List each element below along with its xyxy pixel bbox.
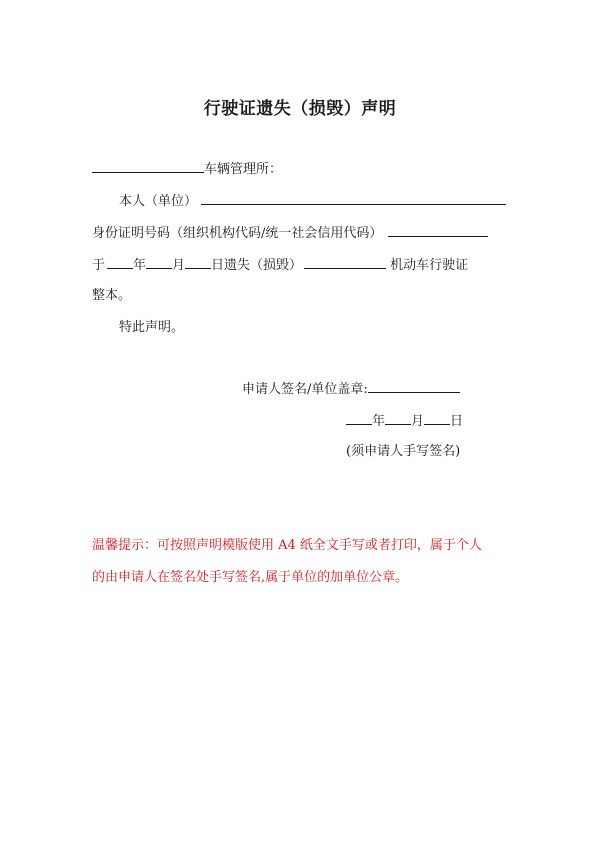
loss-date-line bbox=[92, 254, 468, 276]
sign-year-blank[interactable] bbox=[346, 410, 372, 425]
sign-month-blank[interactable] bbox=[385, 410, 411, 425]
loss-day-label: 日遗失（损毁） bbox=[211, 258, 303, 273]
loss-count-blank[interactable] bbox=[304, 254, 386, 269]
signature-note: (须申请人手写签名) bbox=[346, 444, 461, 459]
addressee-suffix: 车辆管理所： bbox=[204, 162, 283, 177]
loss-day-blank[interactable] bbox=[185, 254, 211, 269]
sign-day-blank[interactable] bbox=[424, 410, 450, 425]
tip-line-2: 的由申请人在签名处手写签名,属于单位的加单位公章。 bbox=[92, 570, 409, 585]
id-number-blank[interactable] bbox=[388, 222, 488, 237]
tip-line-1: 温馨提示：可按照声明模版使用 A4 纸全文手写或者打印，属于个人 bbox=[92, 538, 482, 553]
applicant-line bbox=[119, 190, 506, 212]
id-number-line bbox=[92, 222, 488, 244]
signature-date-line bbox=[346, 410, 463, 432]
applicant-label: 本人（单位） bbox=[119, 194, 198, 209]
signature-blank[interactable] bbox=[368, 378, 460, 393]
loss-prefix: 于 bbox=[92, 258, 106, 273]
signature-label: 申请人签名/单位盖章: bbox=[242, 382, 368, 397]
loss-suffix: 机动车行驶证 bbox=[390, 258, 469, 273]
applicant-blank[interactable] bbox=[201, 190, 506, 205]
vehicle-office-blank[interactable] bbox=[92, 158, 204, 173]
addressee-line bbox=[92, 158, 282, 180]
id-number-label: 身份证明号码（组织机构代码/统一社会信用代码） bbox=[92, 226, 383, 241]
sign-year-label: 年 bbox=[372, 414, 386, 429]
sign-month-label: 月 bbox=[411, 414, 425, 429]
copy-line: 整本。 bbox=[92, 288, 132, 303]
signature-line bbox=[242, 378, 460, 400]
sign-day-label: 日 bbox=[450, 414, 464, 429]
loss-month-blank[interactable] bbox=[146, 254, 172, 269]
loss-year-label: 年 bbox=[133, 258, 147, 273]
declare-line: 特此声明。 bbox=[119, 320, 185, 335]
page-title: 行驶证遗失（损毁）声明 bbox=[203, 99, 397, 119]
loss-year-blank[interactable] bbox=[107, 254, 133, 269]
loss-month-label: 月 bbox=[172, 258, 186, 273]
